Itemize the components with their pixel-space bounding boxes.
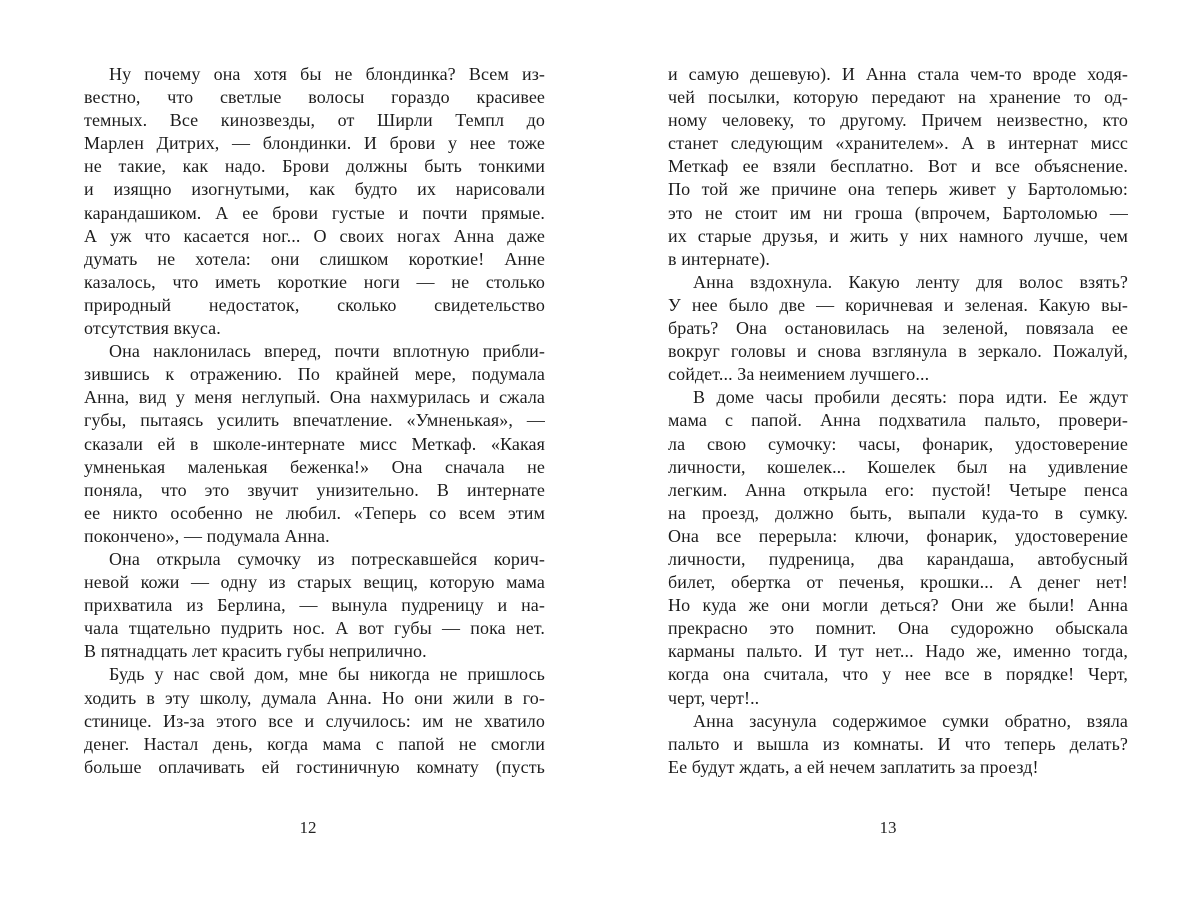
text-line: легким. Анна открыла его: пустой! Четыре пенса [668,479,1128,500]
text-line: думать не хотела: они слишком короткие! Анне [84,248,545,269]
text-line: Но куда же они могли деться? Они же были! Анна [668,595,1128,616]
text-line: невой кожи — одну из старых вещиц, которую мама [84,572,545,593]
text-line: У нее было две — коричневая и зеленая. Какую вы- [668,294,1128,315]
text-line: казалось, что иметь короткие ноги — не столько [84,271,545,292]
text-line: станет следующим «хранителем». А в интернат мисс [668,133,1128,154]
text-line: Анна засунула содержимое сумки обратно, взяла [693,710,1128,731]
text-line: билет, обертка от печенья, крошки... А денег нет! [668,572,1128,593]
text-line: больше оплачивать ей гостиничную комнату (пусть [84,756,545,777]
text-line: сойдет... За неимением лучшего... [668,364,930,385]
text-line: и изящно изогнутыми, как будто их нарисовали [84,179,545,200]
text-line: чала тщательно пудрить нос. А вот губы — пока нет. [84,618,545,639]
text-line: Марлен Дитрих, — блондинки. И брови у нее тоже [84,133,545,154]
text-line: умненькая маленькая беженка!» Она сначала не [84,456,545,477]
text-line: прекрасно это помнит. Она судорожно обыскала [668,618,1128,639]
text-line: пальто и вышла из комнаты. И что теперь делать? [668,733,1128,754]
text-line: ному человеку, то другому. Причем неизвестно, кто [668,110,1128,131]
text-line: Меткаф ее взяли бесплатно. Вот и все объяснение. [668,156,1128,177]
text-line: личности, кошелек... Кошелек был на удивление [668,456,1128,477]
text-line: когда она считала, что у нее все в порядке! Черт, [668,664,1128,685]
text-line: А уж что касается ног... О своих ногах Анна даже [84,225,545,246]
text-line: чей посылки, которую передают на хранение то од- [668,87,1128,108]
text-line: Ну почему она хотя бы не блондинка? Всем из- [109,64,545,84]
text-line: По той же причине она теперь живет у Бартоломью: [668,179,1128,200]
text-line: ходить в эту школу, думала Анна. Но они жили в го- [84,687,545,708]
text-line: черт, черт!.. [668,687,760,708]
text-line: Она все перерыла: ключи, фонарик, удостоверение [668,525,1128,546]
paragraph [668,386,1128,709]
text-line: брать? Она остановилась на зеленой, повязала ее [668,318,1128,339]
text-line: на проезд, должно быть, выпали куда-то в сумку. [668,502,1128,523]
text-line: Ее будут ждать, а ей нечем заплатить за проезд! [668,756,1039,777]
text-line: Она наклонилась вперед, почти вплотную прибли- [109,341,545,362]
paragraph [668,271,1128,386]
text-line: личности, пудреница, два карандаша, автобусный [668,548,1128,569]
text-line: темных. Все кинозвезды, от Ширли Темпл до [84,110,545,131]
text-line: Анна, вид у меня неглупый. Она нахмурилась и сжала [84,387,545,408]
text-line: Будь у нас свой дом, мне бы никогда не пришлось [109,664,545,685]
text-line: карандашиком. А ее брови густые и почти прямые. [84,202,545,223]
paragraph [84,63,545,340]
text-line: Анна вздохнула. Какую ленту для волос взять? [693,271,1128,292]
paragraph [668,63,1128,271]
left-page-number: 12 [299,818,317,837]
text-line: и самую дешевую). И Анна стала чем-то вроде ходя- [668,64,1128,84]
text-line: мама с папой. Анна подхватила пальто, провери- [668,410,1128,431]
text-line: вокруг головы и снова взглянула в зеркало. Пожалуй, [668,341,1128,362]
text-line: отсутствия вкуса. [84,318,221,339]
text-line: природный недостаток, сколько свидетельство [84,294,545,315]
text-line: в интернате). [668,248,770,269]
paragraph [84,663,545,778]
text-line: денег. Настал день, когда мама с папой не смогли [84,733,545,754]
paragraph [84,340,545,548]
text-line: прихватила из Берлина, — вынула пудреницу и на- [84,595,545,616]
text-line: поняла, что это звучит унизительно. В интернате [84,479,545,500]
text-line: В доме часы пробили десять: пора идти. Ее ждут [693,387,1128,408]
paragraph [668,710,1128,779]
text-line: ла свою сумочку: часы, фонарик, удостоверение [668,433,1128,454]
text-line: В пятнадцать лет красить губы неприлично. [84,641,427,662]
text-line: зившись к отражению. По крайней мере, подумала [84,364,545,385]
text-line: покончено», — подумала Анна. [84,525,330,546]
text-line: губы, пытаясь усилить впечатление. «Умненькая», — [84,410,545,431]
left-page-text [84,63,545,779]
right-page-text [668,63,1128,779]
text-line: ее никто особенно не любил. «Теперь со всем этим [84,502,545,523]
text-line: их старые друзья, и жить у них намного лучше, чем [668,225,1128,246]
text-line: карманы пальто. И тут нет... Надо же, именно тогда, [668,641,1128,662]
text-line: это не стоит им ни гроша (впрочем, Бартоломью — [668,202,1128,223]
right-page-number: 13 [879,818,897,837]
text-line: Она открыла сумочку из потрескавшейся корич- [109,548,545,569]
paragraph [84,548,545,663]
text-line: не такие, как надо. Брови должны быть тонкими [84,156,545,177]
text-line: сказали ей в школе-интернате мисс Меткаф. «Какая [84,433,545,454]
text-line: стинице. Из-за этого все и случилось: им не хватило [84,710,545,731]
text-line: вестно, что светлые волосы гораздо красивее [84,87,545,108]
